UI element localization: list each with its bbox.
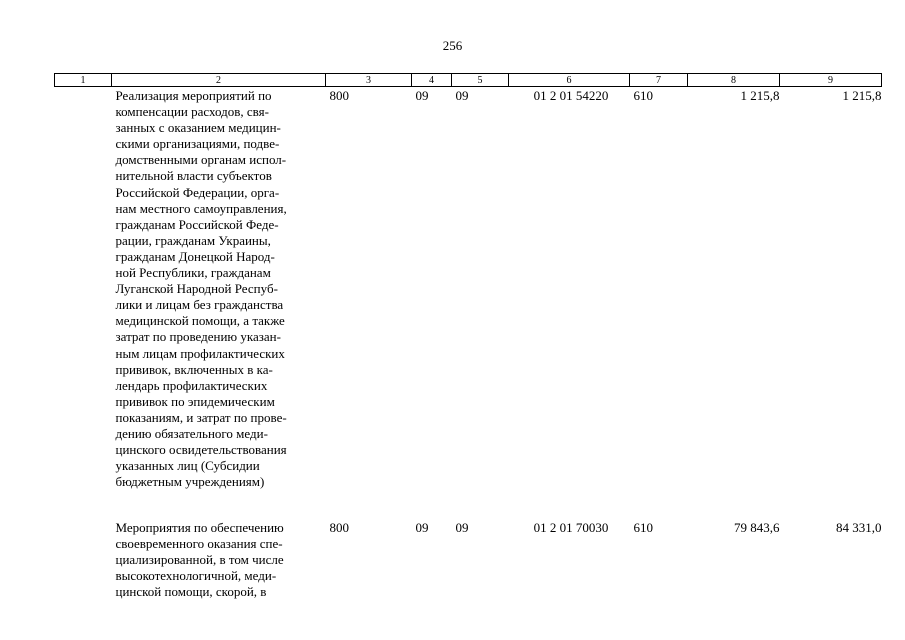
name-line: своевременного оказания спе-: [115, 535, 283, 551]
name-line: прививок, включенных в ка-: [115, 361, 273, 377]
target-article-code: 01 2 01 54220: [533, 88, 609, 103]
column-header: 1: [55, 74, 112, 87]
name-line: нительной власти субъектов: [115, 168, 272, 184]
column-header: 6: [509, 74, 630, 87]
name-line: Российской Федерации, орга-: [115, 184, 280, 200]
ministry-code: 800: [329, 519, 349, 535]
amount-year2: 1 215,8: [842, 88, 882, 103]
subsection-code: 09: [455, 519, 469, 535]
name-line: указанных лиц (Субсидии: [115, 458, 260, 474]
name-line: показаниям, и затрат по прове-: [115, 409, 287, 425]
section-code: 09: [415, 88, 429, 103]
table-row: [55, 87, 882, 519]
name-line: цинской помощи, скорой, в: [115, 583, 267, 599]
name-line: циализированной, в том числе: [115, 551, 284, 567]
expense-type-code: 610: [633, 519, 653, 535]
column-header: 5: [452, 74, 509, 87]
name-line: бюджетным учреждениям): [115, 474, 265, 490]
name-line: скими организациями, подве-: [115, 136, 280, 152]
section-code: 09: [415, 519, 429, 535]
name-line: гражданам Российской Феде-: [115, 216, 279, 232]
amount-year1: 79 843,6: [734, 519, 780, 535]
column-header: 4: [412, 74, 452, 87]
table-body: [55, 87, 882, 600]
name-line: дению обязательного меди-: [115, 425, 268, 441]
name-line: Реализация мероприятий по: [115, 88, 272, 103]
name-line: высокотехнологичной, меди-: [115, 567, 277, 583]
empty-cell: [55, 519, 112, 600]
expense-name: [112, 87, 326, 519]
name-line: Луганской Народной Респуб-: [115, 281, 278, 297]
amount-year2: 84 331,0: [836, 519, 882, 535]
ministry-code: 800: [329, 88, 349, 103]
name-line: медицинской помощи, а также: [115, 313, 285, 329]
column-header: 7: [630, 74, 688, 87]
name-line: домственными органам испол-: [115, 152, 287, 168]
name-line: затрат по проведению указан-: [115, 329, 281, 345]
name-line: занных с оказанием медицин-: [115, 120, 281, 136]
name-line: компенсации расходов, свя-: [115, 104, 269, 120]
name-line: нам местного самоуправления,: [115, 200, 287, 216]
name-line: лики и лицам без гражданства: [115, 297, 284, 313]
column-header: 9: [780, 74, 882, 87]
name-line: ным лицам профилактических: [115, 345, 285, 361]
page-number: 256: [442, 38, 463, 53]
name-line: лендарь профилактических: [115, 377, 268, 393]
expense-type-code: 610: [633, 88, 653, 103]
target-article-code: 01 2 01 70030: [533, 519, 609, 535]
name-line: гражданам Донецкой Народ-: [115, 248, 275, 264]
amount-year1: 1 215,8: [740, 88, 780, 103]
empty-cell: [55, 87, 112, 519]
column-header: 8: [688, 74, 780, 87]
expense-name: [112, 519, 326, 600]
budget-table: [54, 73, 882, 600]
name-line: Мероприятия по обеспечению: [115, 519, 284, 535]
name-line: рации, гражданам Украины,: [115, 232, 271, 248]
subsection-code: 09: [455, 88, 469, 103]
column-number-header: [55, 74, 882, 87]
name-line: прививок по эпидемическим: [115, 393, 275, 409]
name-line: цинского освидетельствования: [115, 442, 287, 458]
column-header: 3: [326, 74, 412, 87]
table-row: [55, 519, 882, 600]
name-line: ной Республики, гражданам: [115, 265, 271, 281]
column-header: 2: [112, 74, 326, 87]
